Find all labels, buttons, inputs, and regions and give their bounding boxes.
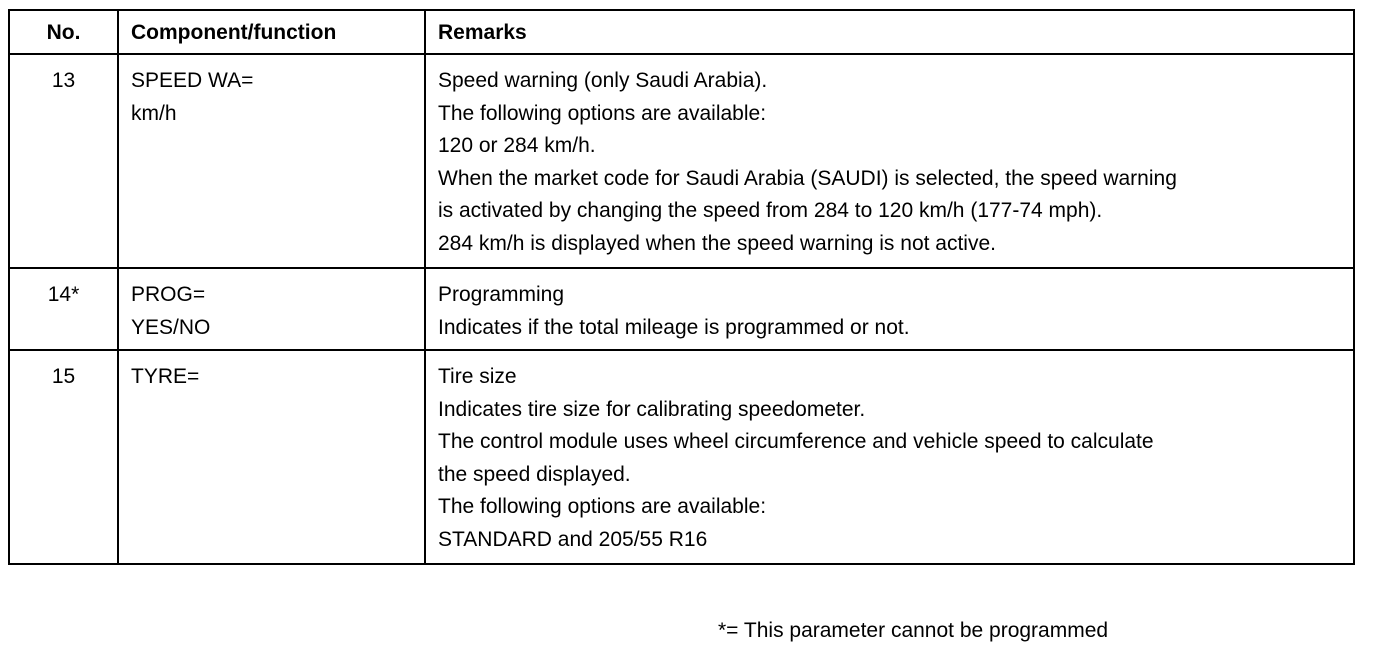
table-row <box>9 54 1354 268</box>
component-line: SPEED WA= <box>131 69 254 92</box>
remarks-line: Tire size <box>438 365 517 388</box>
remarks-line: Speed warning (only Saudi Arabia). <box>438 69 768 92</box>
component-line: PROG= <box>131 283 206 306</box>
remarks-line: The following options are available: <box>438 101 767 125</box>
remarks-cell <box>425 54 1354 268</box>
remarks-line: STANDARD and 205/55 R16 <box>438 527 708 551</box>
remarks-cell <box>425 268 1354 350</box>
remarks-line: Programming <box>438 283 565 306</box>
column-header-no: No. <box>9 10 118 54</box>
remarks-line: Indicates tire size for calibrating speedometer. <box>438 397 866 421</box>
remarks-line: When the market code for Saudi Arabia (SAUDI) is selected, the speed warning <box>438 166 1177 190</box>
footnote: *= This parameter cannot be programmed <box>718 619 1109 642</box>
remarks-line: 120 or 284 km/h. <box>438 134 596 158</box>
column-header-component: Component/function <box>118 10 425 54</box>
remarks-line: The following options are available: <box>438 495 767 519</box>
parameter-table <box>8 9 1355 565</box>
component-cell <box>118 268 425 350</box>
component-line: YES/NO <box>131 315 211 339</box>
row-number: 14* <box>9 268 118 350</box>
remarks-line: Indicates if the total mileage is programmed or not. <box>438 315 910 339</box>
row-number: 15 <box>9 350 118 564</box>
column-header-remarks: Remarks <box>425 10 1354 54</box>
component-line: TYRE= <box>131 365 200 388</box>
component-cell <box>118 350 425 564</box>
remarks-cell <box>425 350 1354 564</box>
component-cell <box>118 54 425 268</box>
remarks-line: 284 km/h is displayed when the speed warning is not active. <box>438 231 996 255</box>
remarks-line: the speed displayed. <box>438 462 631 486</box>
table-row <box>9 350 1354 564</box>
row-number: 13 <box>9 54 118 268</box>
table-row <box>9 268 1354 350</box>
remarks-line: is activated by changing the speed from 284 to 120 km/h (177-74 mph). <box>438 199 1103 223</box>
table-header-row <box>9 10 1354 54</box>
remarks-line: The control module uses wheel circumference and vehicle speed to calculate <box>438 430 1154 454</box>
component-line: km/h <box>131 101 177 125</box>
